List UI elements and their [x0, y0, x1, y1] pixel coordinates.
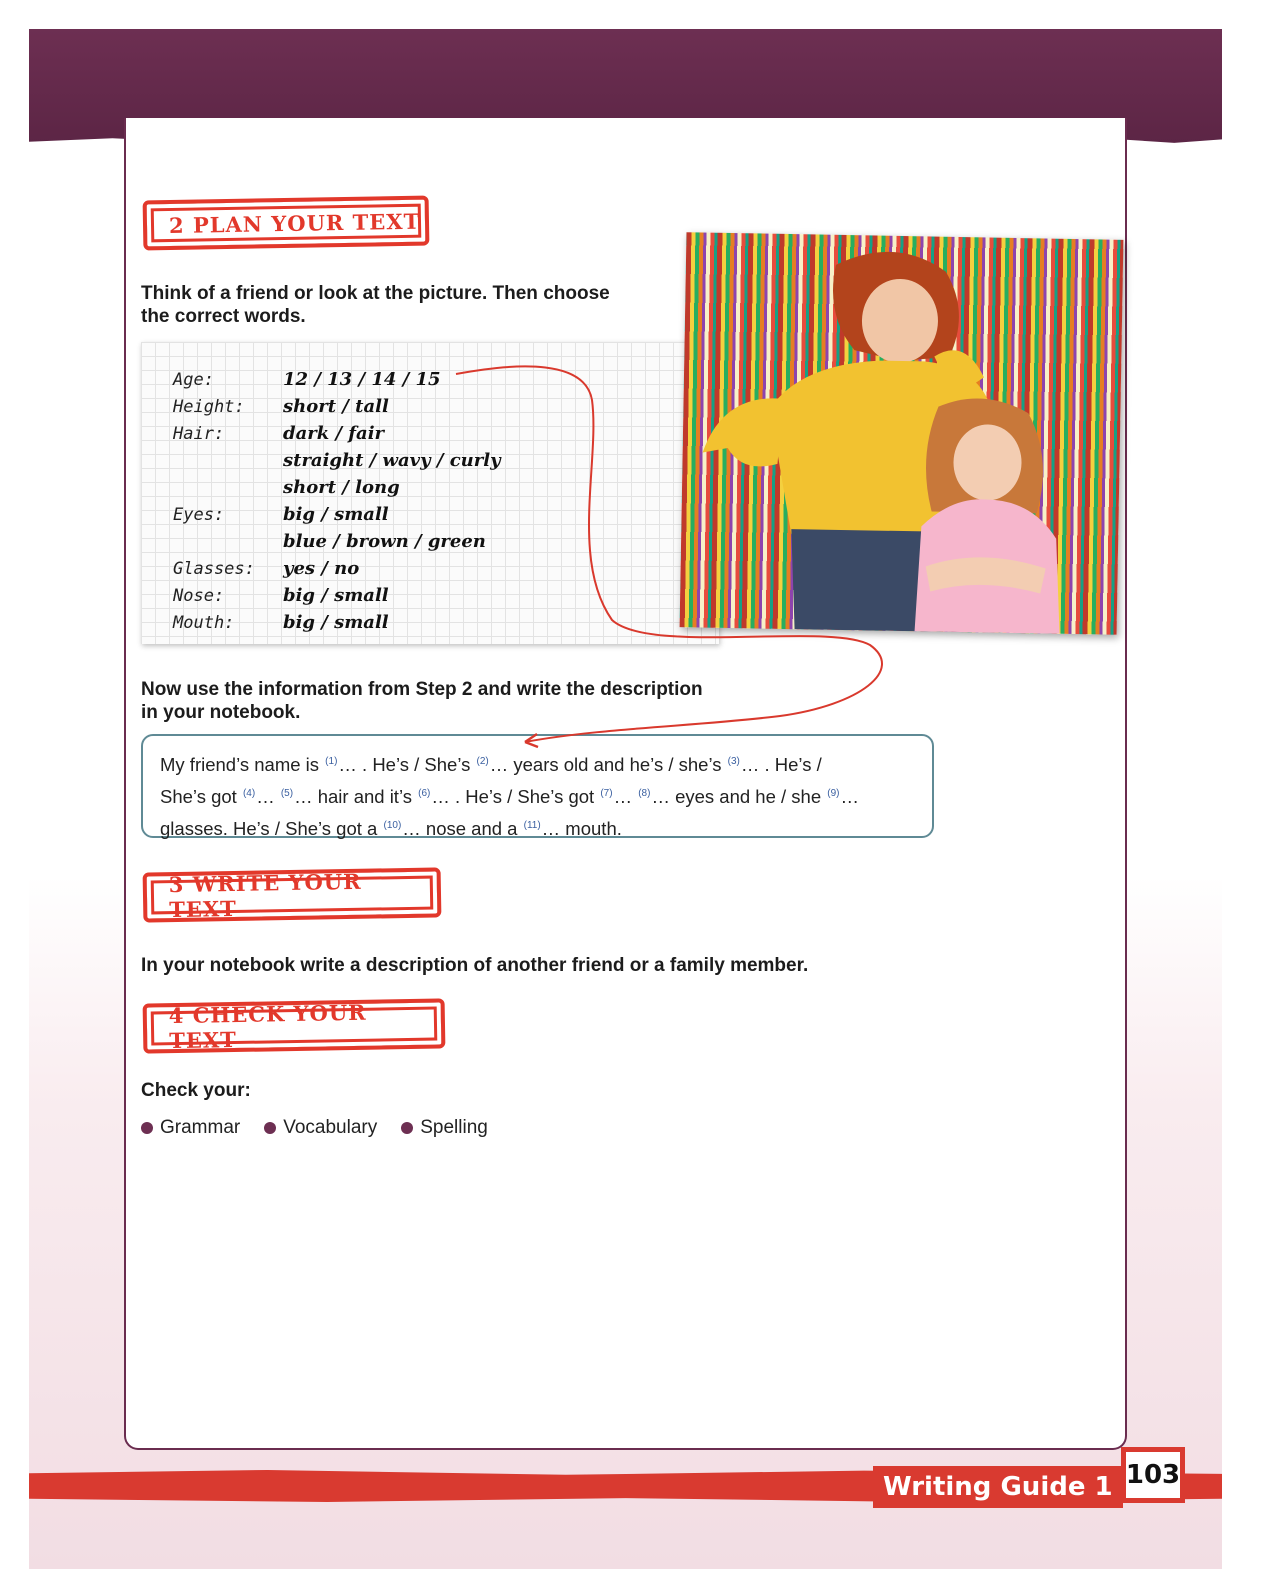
use-info-line2: in your notebook.: [141, 702, 301, 723]
gap-number: (1): [325, 756, 338, 767]
description-text: …: [840, 786, 860, 808]
plan-row-value: straight / wavy / curly: [283, 450, 501, 471]
description-text: glasses. He’s / She’s got a: [160, 818, 383, 840]
plan-row-value: short / tall: [283, 396, 389, 417]
description-text: … nose and a: [402, 818, 523, 840]
description-text: … hair and it’s: [294, 786, 418, 808]
step2-instruction-line2: the correct words.: [141, 306, 306, 327]
check-label: Check your:: [141, 1080, 251, 1101]
plan-row-hair-type: [173, 447, 501, 474]
step3-stamp: [143, 867, 442, 922]
description-text: … . He’s / She’s: [338, 754, 476, 776]
plan-row-label: Age:: [173, 369, 214, 390]
bullet-icon: [264, 1122, 276, 1134]
friends-illustration: [680, 232, 1124, 635]
gap-number: (9): [827, 788, 840, 800]
plan-row-value: 12 / 13 / 14 / 15: [283, 369, 441, 390]
plan-row-label: Eyes:: [173, 504, 225, 525]
description-text: … years old and he’s / she’s: [489, 754, 727, 776]
use-info-instruction: [141, 678, 703, 724]
use-info-line1: Now use the information from Step 2 and write the description: [141, 679, 703, 700]
description-text: My friend’s name is: [160, 754, 325, 776]
footer-section-label: Writing Guide 1: [873, 1466, 1123, 1508]
plan-row-nose: [173, 582, 389, 609]
step3-title: 3 WRITE YOUR TEXT: [168, 868, 362, 923]
gap-number: (2): [476, 756, 489, 767]
plan-row-value: short / long: [283, 477, 400, 498]
description-line: [160, 779, 915, 811]
gap-number: (4): [242, 788, 256, 800]
gap-number: (7): [600, 788, 613, 800]
description-text: … . He’s /: [740, 754, 822, 776]
plan-row-label: Nose:: [173, 585, 225, 606]
plan-row-height: [173, 393, 389, 420]
step2-title: 2 PLAN YOUR TEXT: [168, 208, 421, 238]
plan-row-value: big / small: [283, 612, 389, 633]
description-text: … mouth.: [541, 818, 622, 840]
check-item-spelling: [401, 1117, 488, 1139]
check-item-label: Vocabulary: [283, 1117, 378, 1138]
step4-stamp: [143, 998, 446, 1053]
step2-instruction-line1: Think of a friend or look at the picture. Then choose: [141, 283, 610, 304]
gap-number: (5): [280, 788, 294, 800]
description-template-box: [141, 734, 934, 838]
check-item-vocabulary: [264, 1117, 377, 1139]
gap-number: (8): [638, 788, 651, 800]
plan-row-eye-color: [173, 528, 486, 555]
gap-number: (6): [418, 788, 431, 800]
check-item-label: Grammar: [160, 1117, 241, 1138]
check-item-label: Spelling: [420, 1117, 488, 1138]
friends-photo: [680, 232, 1124, 635]
plan-row-eyes: [173, 501, 389, 528]
description-text: …: [256, 786, 280, 808]
description-text: She’s got: [160, 786, 242, 808]
plan-row-mouth: [173, 609, 389, 636]
plan-row-age: [173, 366, 441, 393]
step4-title: 4 CHECK YOUR TEXT: [168, 999, 367, 1054]
gap-number: (10): [383, 820, 402, 832]
gap-number: (3): [727, 756, 740, 767]
plan-row-glasses: [173, 555, 359, 582]
plan-row-hair-length: [173, 474, 400, 501]
gap-number: (11): [523, 820, 541, 832]
plan-row-value: blue / brown / green: [283, 531, 486, 552]
plan-row-value: big / small: [283, 504, 389, 525]
plan-row-hair: [173, 420, 384, 447]
bullet-icon: [401, 1122, 413, 1134]
plan-row-value: yes / no: [283, 558, 360, 579]
description-text: … eyes and he / she: [651, 786, 827, 808]
step2-stamp: [143, 196, 430, 251]
check-item-grammar: [141, 1117, 240, 1139]
page-number: 103: [1121, 1447, 1185, 1503]
description-text: …: [613, 786, 638, 808]
description-line: [160, 747, 915, 779]
check-list: [141, 1117, 488, 1139]
description-line: [160, 811, 915, 843]
plan-row-value: dark / fair: [283, 423, 385, 444]
plan-row-value: big / small: [283, 585, 389, 606]
plan-row-label: Mouth:: [173, 612, 235, 633]
plan-row-label: Height:: [173, 396, 245, 417]
plan-row-label: Hair:: [173, 423, 225, 444]
description-text: … . He’s / She’s got: [431, 786, 600, 808]
bullet-icon: [141, 1122, 153, 1134]
plan-grid-paper: [141, 342, 719, 644]
step2-instruction: [141, 282, 610, 328]
plan-row-label: Glasses:: [173, 558, 255, 579]
step3-instruction: In your notebook write a description of another friend or a family member.: [141, 955, 809, 976]
